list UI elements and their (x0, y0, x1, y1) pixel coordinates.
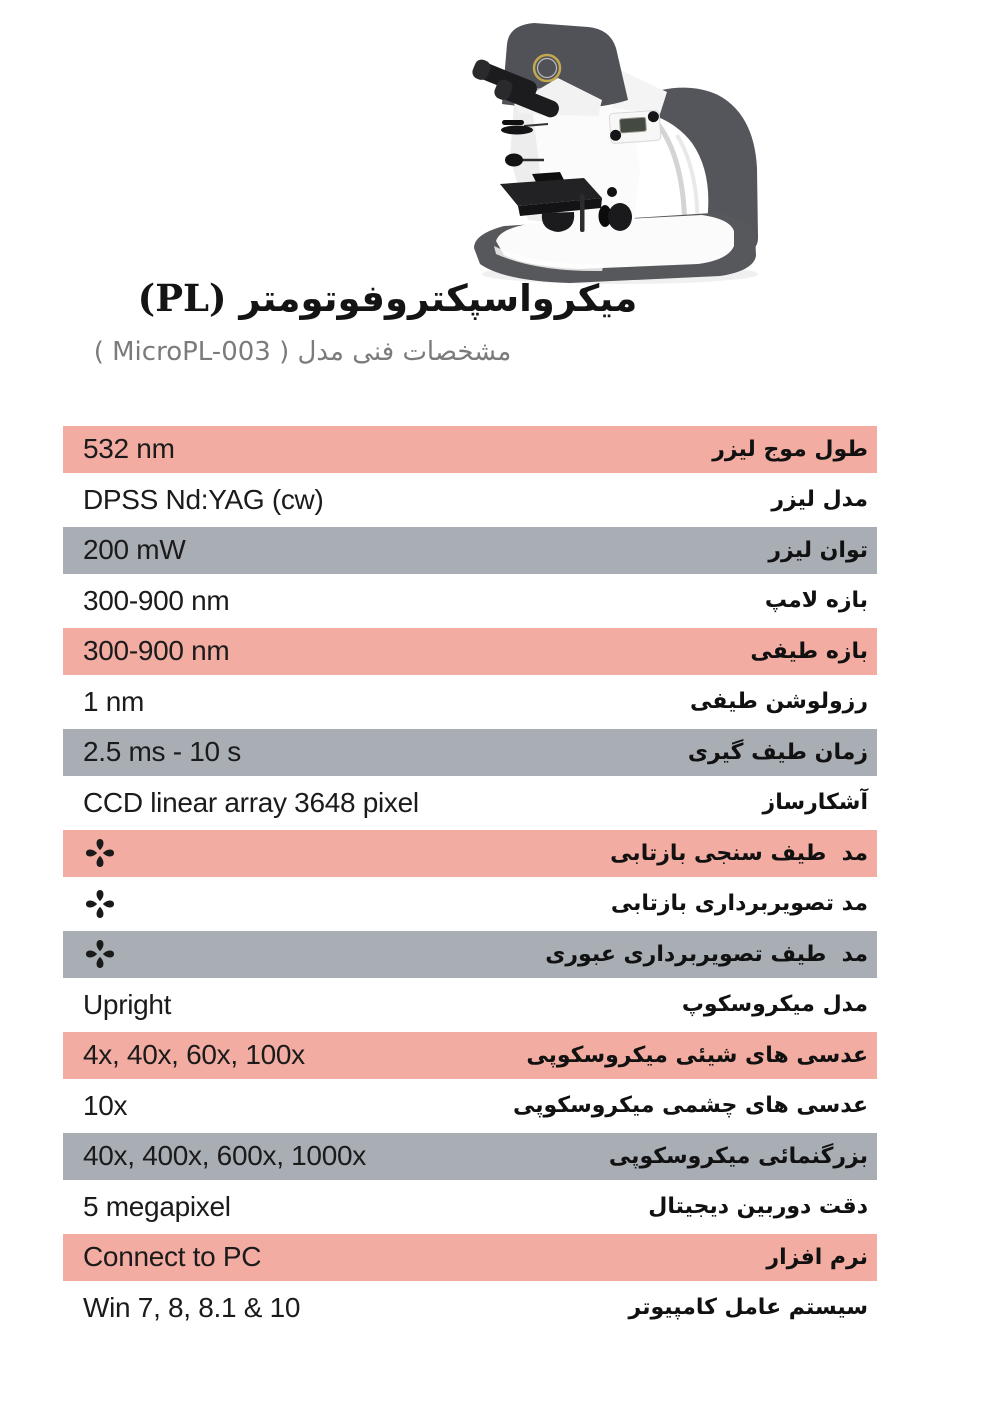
spec-label: زمان طیف گیری (687, 739, 868, 765)
lcd-screen (619, 117, 646, 133)
spec-label: رزولوشن طیفی (690, 689, 868, 715)
spec-value: CCD linear array 3648 pixel (83, 786, 419, 818)
spec-label: بازه طیفی (750, 638, 868, 664)
spec-value: Win 7, 8, 8.1 & 10 (83, 1291, 301, 1323)
focus-knob-coarse (608, 203, 632, 231)
spec-label: دقت دوربین دیجیتال (648, 1194, 868, 1220)
spec-value: 5 megapixel (83, 1190, 231, 1222)
four-teardrop-asterisk-icon (63, 889, 115, 919)
table-row (63, 727, 877, 778)
spec-label: آشکارساز (762, 790, 868, 816)
table-row (63, 525, 877, 576)
page-title: میکرواسپکتروفوتومتر (PL) (137, 276, 638, 320)
table-row (63, 879, 877, 930)
spec-label: مدل لیزر (771, 487, 868, 513)
spec-label: عدسی های چشمی میکروسکوپی (512, 1093, 868, 1119)
table-row (63, 1030, 877, 1081)
spec-value: 40x, 400x, 600x, 1000x (83, 1140, 366, 1172)
spec-label: نرم افزار (766, 1244, 868, 1270)
spec-value: DPSS Nd:YAG (cw) (83, 483, 324, 515)
spec-label: مد تصویربرداری بازتابی (610, 891, 868, 917)
table-row (63, 1081, 877, 1132)
spec-label: مدل میکروسکوپ (681, 992, 868, 1018)
spec-value: Connect to PC (83, 1241, 262, 1273)
display-panel (609, 110, 661, 143)
spec-value: 10x (83, 1089, 128, 1121)
spec-label: سیستم عامل کامپیوتر (628, 1295, 868, 1321)
table-row (63, 980, 877, 1031)
table-row (63, 677, 877, 728)
adjust-lever-disc (501, 126, 533, 135)
spec-value: 4x, 40x, 60x, 100x (83, 1039, 305, 1071)
table-row (63, 1131, 877, 1182)
table-row (63, 1283, 877, 1334)
spec-value: 200 mW (83, 534, 186, 566)
adjust-lever (502, 120, 524, 125)
page-subtitle: مشخصات فنی مدل ( MicroPL-003 ) (93, 337, 512, 367)
table-row (63, 828, 877, 879)
table-row (63, 1232, 877, 1283)
table-row (63, 626, 877, 677)
table-row (63, 929, 877, 980)
spec-label: عدسی های شیئی میکروسکوپی (526, 1042, 868, 1068)
table-row (63, 1182, 877, 1233)
spec-table (63, 424, 877, 1333)
stage-rod (580, 194, 585, 232)
spec-label: بازه لامپ (764, 588, 868, 614)
spec-label: بزرگنمائی میکروسکوپی (608, 1143, 868, 1169)
four-teardrop-asterisk-icon (63, 939, 115, 969)
spec-label: طول موج لیزر (712, 436, 868, 462)
spec-value: 532 nm (83, 433, 175, 465)
spec-label: توان لیزر (768, 537, 868, 563)
spec-value: Upright (83, 988, 172, 1020)
spec-label: مد طیف تصویربرداری عبوری (545, 941, 868, 967)
microscope-illustration-svg (462, 8, 767, 288)
spec-value: 300-900 nm (83, 635, 230, 667)
filter-knob (505, 154, 523, 167)
spec-value: 2.5 ms - 10 s (83, 736, 241, 768)
arm-dot (607, 187, 617, 197)
spec-value: 1 nm (83, 685, 145, 717)
table-row (63, 424, 877, 475)
table-row (63, 778, 877, 829)
four-teardrop-asterisk-icon (63, 838, 115, 868)
table-row (63, 576, 877, 627)
spec-label: مد طیف سنجی بازتابی (610, 840, 868, 866)
spec-value: 300-900 nm (83, 584, 230, 616)
table-row (63, 475, 877, 526)
microscope-product-illustration (462, 8, 767, 288)
